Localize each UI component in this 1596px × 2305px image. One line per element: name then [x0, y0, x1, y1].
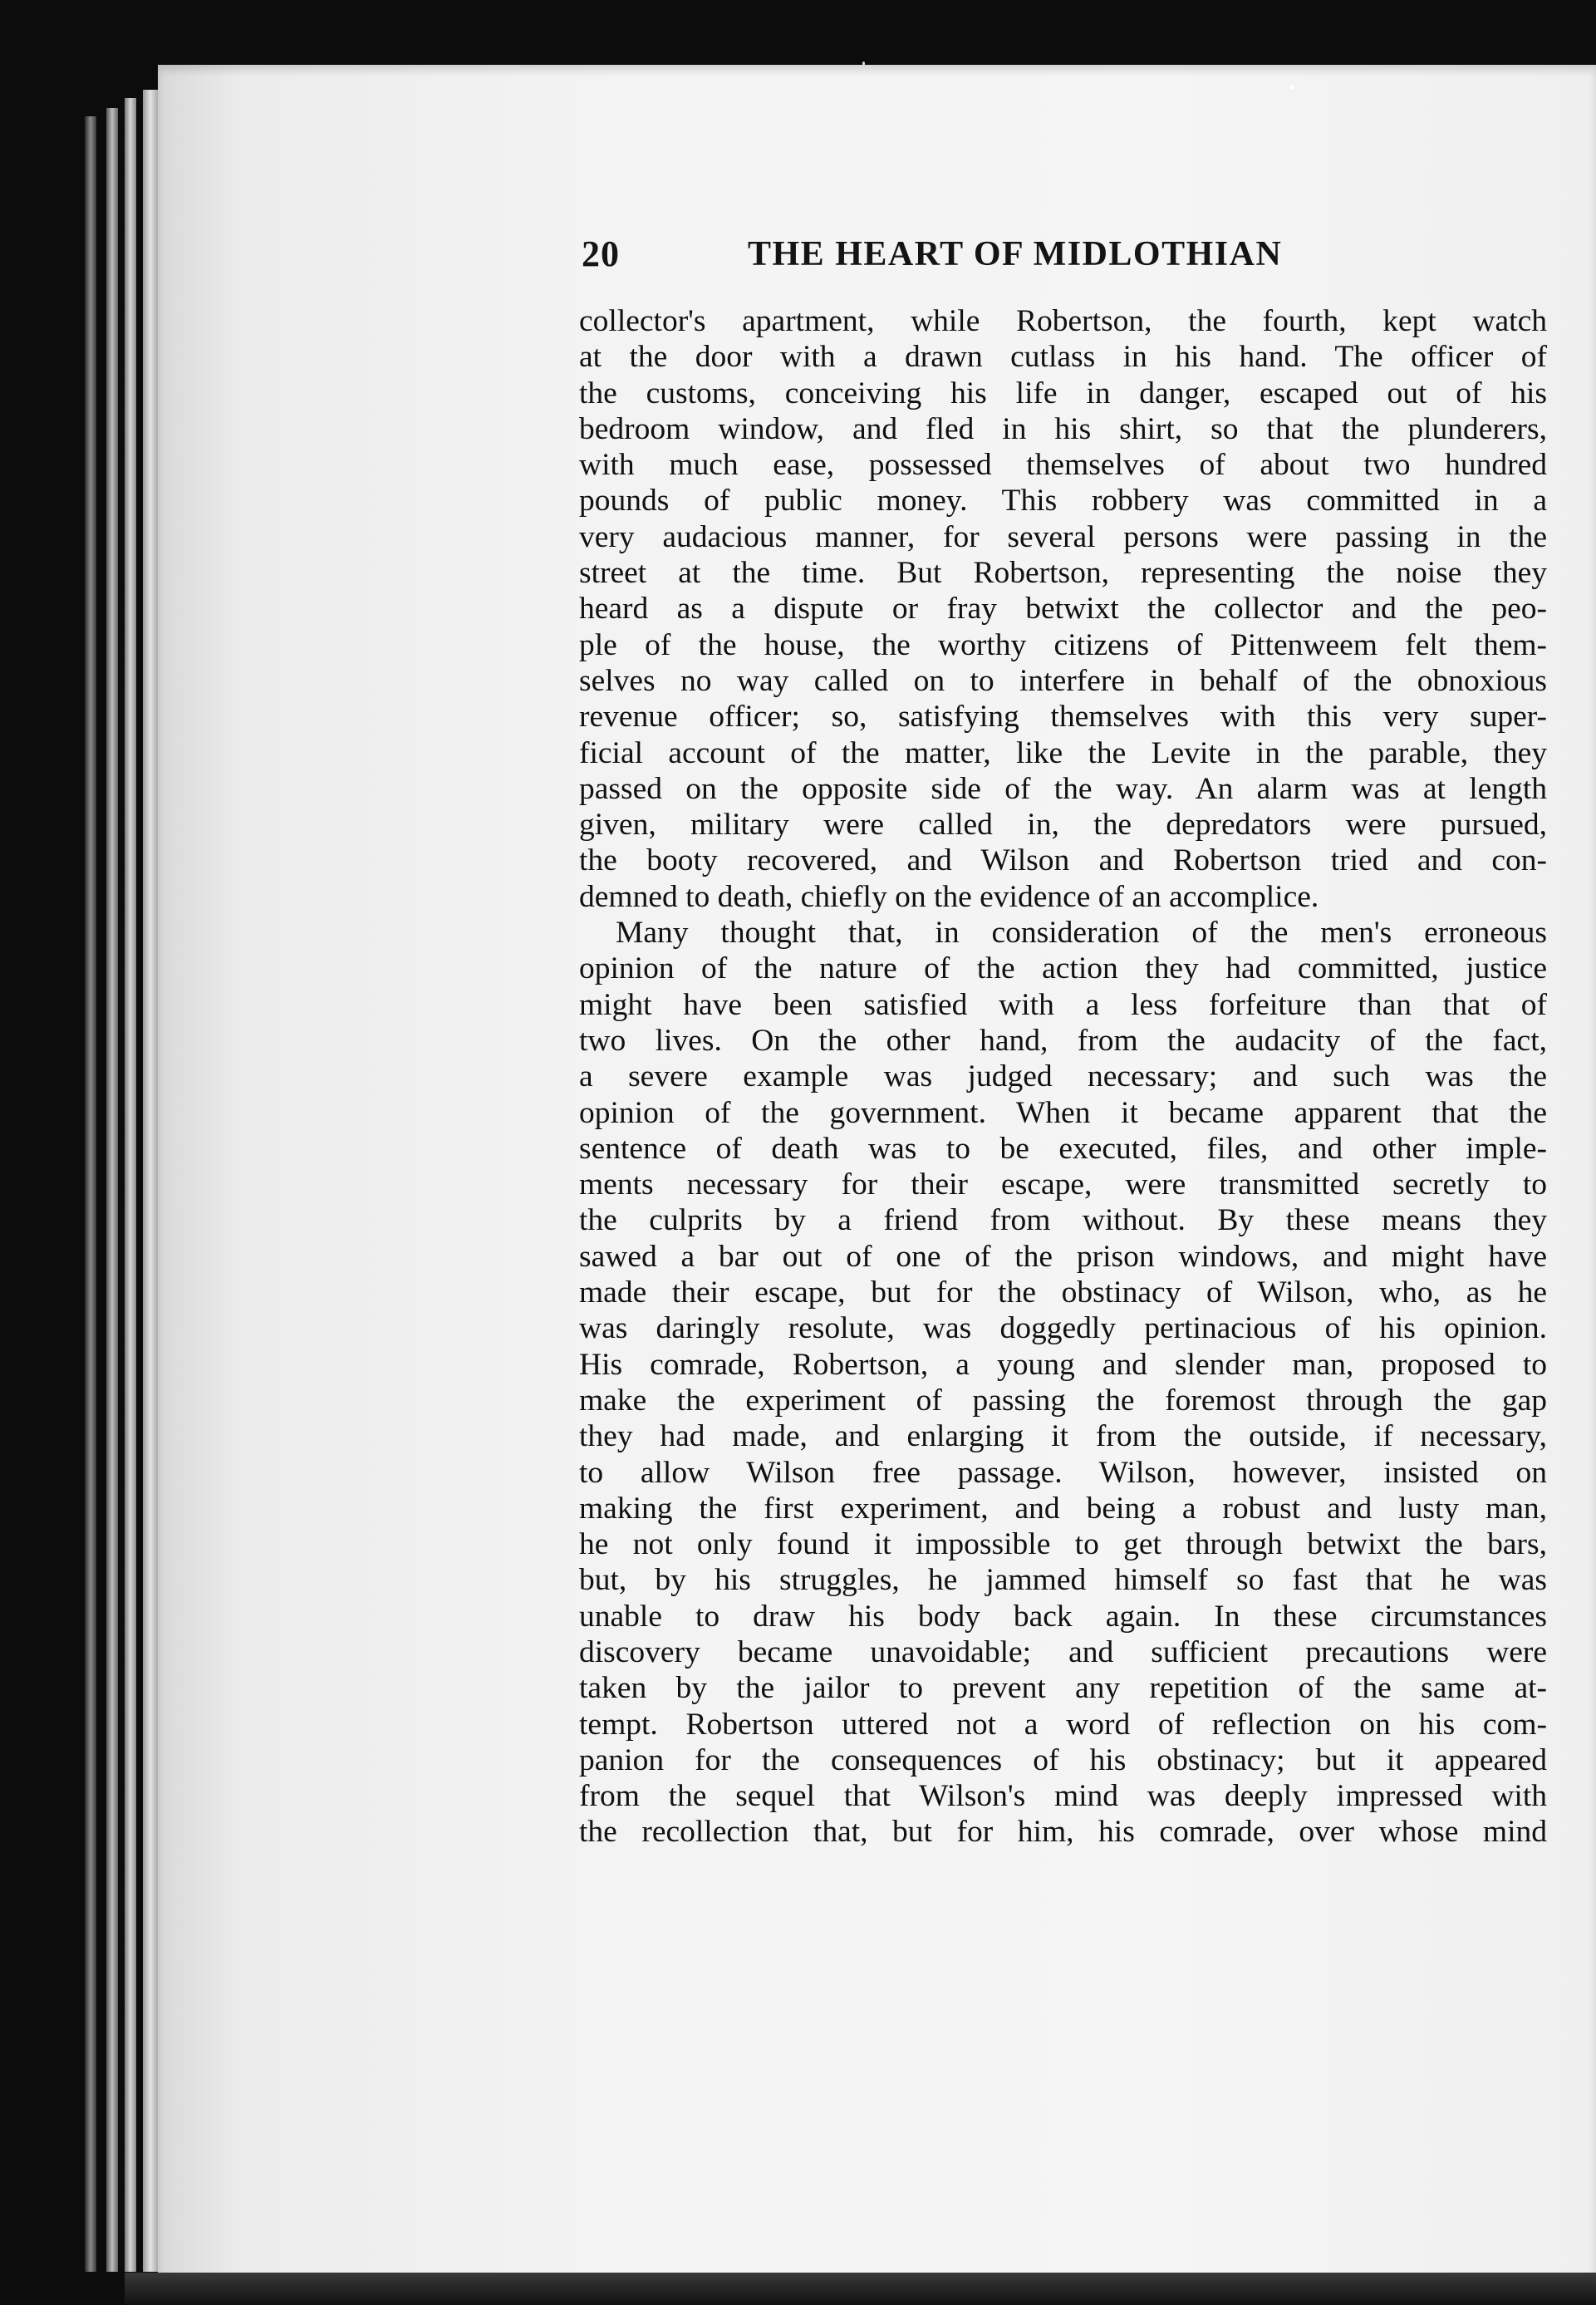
text-line: from the sequel that Wilson's mind was deeply impressed with — [579, 1779, 1547, 1814]
text-line: make the experiment of passing the foremost through the gap — [579, 1383, 1547, 1418]
text-line: to allow Wilson free passage. Wilson, however, insisted on — [579, 1455, 1547, 1490]
text-line: ple of the house, the worthy citizens of Pittenweem felt them- — [579, 627, 1547, 662]
text-line: selves no way called on to interfere in behalf of the obnoxious — [579, 663, 1547, 698]
text-line: revenue officer; so, satisfying themselves with this very super- — [579, 700, 1547, 735]
text-line: His comrade, Robertson, a young and slender man, proposed to — [579, 1347, 1547, 1382]
text-line: sawed a bar out of one of the prison windows, and might have — [579, 1239, 1547, 1274]
book-edge — [125, 98, 136, 2272]
book-edge — [143, 90, 158, 2272]
scan-speck — [862, 61, 865, 66]
text-line: collector's apartment, while Robertson, the fourth, kept watch — [579, 304, 1547, 338]
text-line: with much ease, possessed themselves of about two hundred — [579, 448, 1547, 483]
text-line: opinion of the nature of the action they had committed, justice — [579, 951, 1547, 986]
running-head: THE HEART OF MIDLOTHIAN — [748, 235, 1283, 273]
paragraph — [579, 915, 1547, 1850]
text-line: the booty recovered, and Wilson and Robertson tried and con- — [579, 843, 1547, 878]
text-line: street at the time. But Robertson, representing the noise they — [579, 556, 1547, 591]
text-line: taken by the jailor to prevent any repetition of the same at- — [579, 1671, 1547, 1706]
paragraph — [579, 303, 1547, 915]
text-line: the recollection that, but for him, his comrade, over whose mind — [579, 1815, 1547, 1850]
text-line: pounds of public money. This robbery was committed in a — [579, 484, 1547, 519]
text-line: opinion of the government. When it became apparent that the — [579, 1095, 1547, 1130]
text-line: he not only found it impossible to get through betwixt the bars, — [579, 1527, 1547, 1562]
book-edge — [85, 116, 96, 2272]
text-line: they had made, and enlarging it from the outside, if necessary, — [579, 1419, 1547, 1454]
text-line: ments necessary for their escape, were transmitted secretly to — [579, 1167, 1547, 1202]
text-line: unable to draw his body back again. In these circumstances — [579, 1599, 1547, 1634]
text-line: ficial account of the matter, like the Levite in the parable, they — [579, 735, 1547, 770]
page-bottom-shadow — [125, 2273, 1596, 2305]
text-line: very audacious manner, for several persons were passing in the — [579, 519, 1547, 554]
text-line: was daringly resolute, was doggedly pertinacious of his opinion. — [579, 1311, 1547, 1346]
text-line: Many thought that, in consideration of the men's erroneous — [616, 916, 1547, 951]
text-line: the customs, conceiving his life in danger, escaped out of his — [579, 376, 1547, 410]
page-header — [582, 233, 1412, 291]
page-number: 20 — [582, 233, 620, 274]
scan-speck — [1289, 85, 1294, 90]
body-text — [579, 303, 1547, 1850]
text-line: two lives. On the other hand, from the audacity of the fact, — [579, 1023, 1547, 1058]
text-line: given, military were called in, the depredators were pursued, — [579, 808, 1547, 843]
text-line: tempt. Robertson uttered not a word of reflection on his com- — [579, 1707, 1547, 1742]
text-line: panion for the consequences of his obstinacy; but it appeared — [579, 1742, 1547, 1777]
text-line: discovery became unavoidable; and sufficient precautions were — [579, 1634, 1547, 1669]
text-line: made their escape, but for the obstinacy of Wilson, who, as he — [579, 1275, 1547, 1310]
book-edge — [106, 108, 118, 2272]
text-line: a severe example was judged necessary; and such was the — [579, 1059, 1547, 1094]
text-line: might have been satisfied with a less forfeiture than that of — [579, 987, 1547, 1022]
text-line: but, by his struggles, he jammed himself so fast that he was — [579, 1563, 1547, 1598]
text-line: sentence of death was to be executed, files, and other imple- — [579, 1131, 1547, 1166]
text-line: demned to death, chiefly on the evidence of an accomplice. — [579, 879, 1319, 914]
text-line: the culprits by a friend from without. By these means they — [579, 1203, 1547, 1238]
text-line: making the first experiment, and being a robust and lusty man, — [579, 1491, 1547, 1526]
text-line: bedroom window, and fled in his shirt, so that the plunderers, — [579, 411, 1547, 446]
text-line: at the door with a drawn cutlass in his hand. The officer of — [579, 340, 1547, 375]
text-line: passed on the opposite side of the way. An alarm was at length — [579, 771, 1547, 806]
text-line: heard as a dispute or fray betwixt the collector and the peo- — [579, 592, 1547, 627]
